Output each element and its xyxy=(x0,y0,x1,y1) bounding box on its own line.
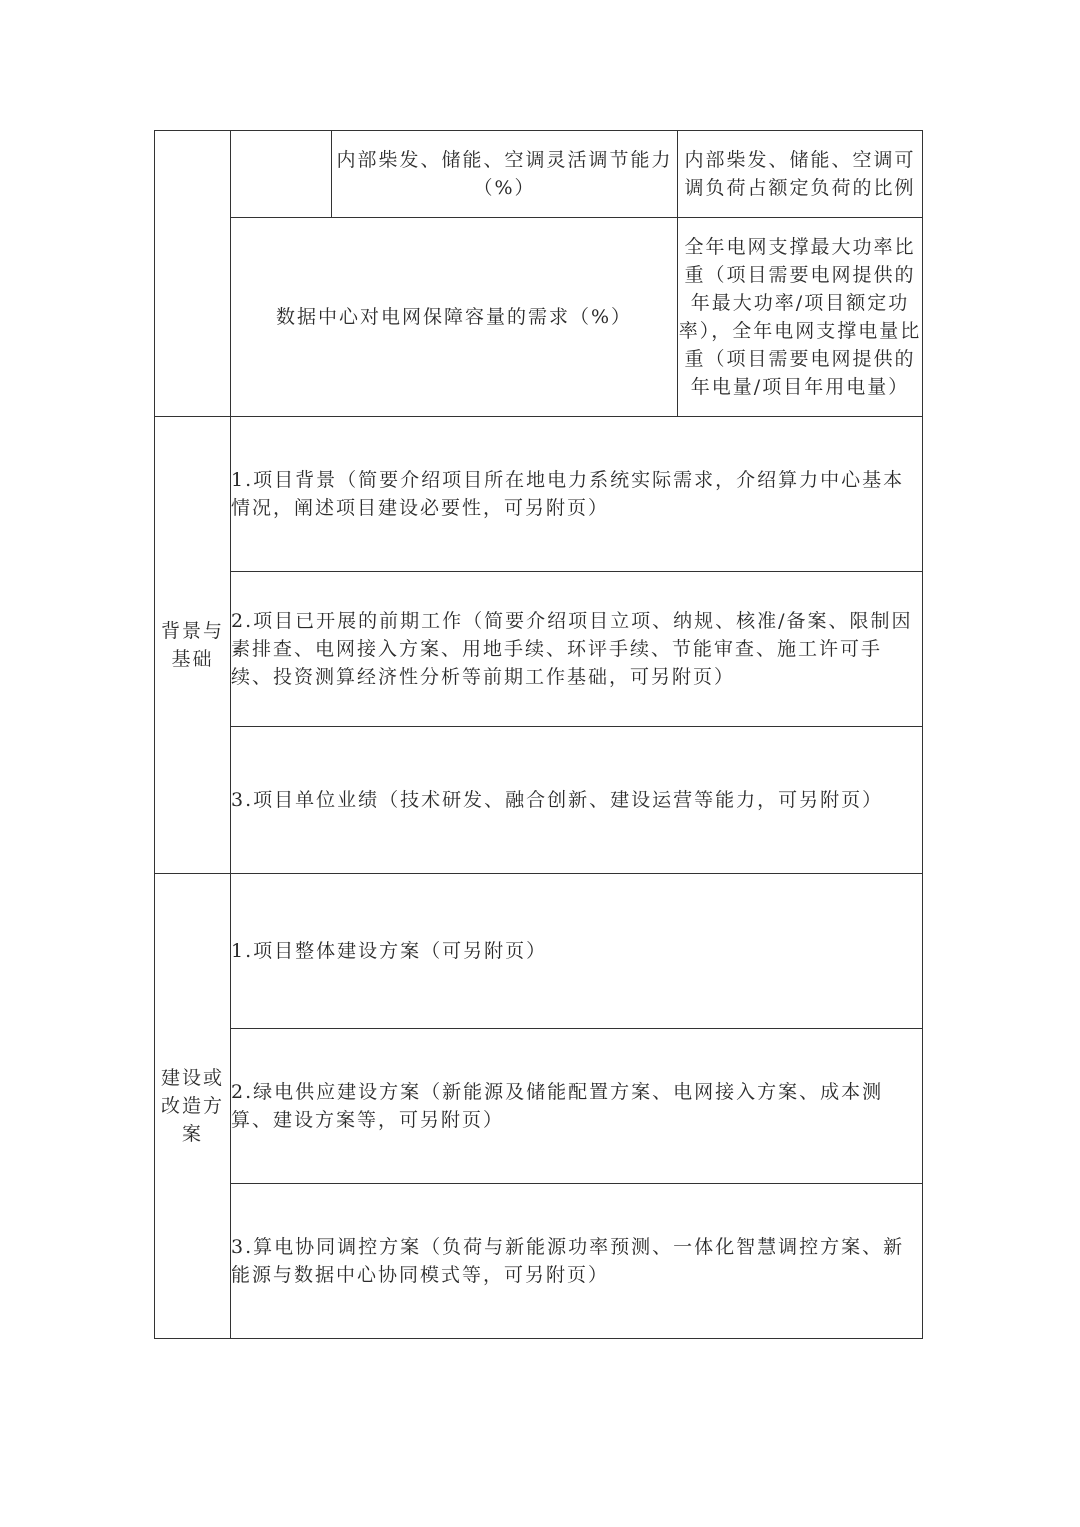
table-row xyxy=(155,727,923,874)
section-title-construction: 建设或改造方案 xyxy=(155,874,231,1339)
blank-cell xyxy=(231,131,332,218)
table-row xyxy=(155,572,923,727)
construction-item-3: 3.算电协同调控方案（负荷与新能源功率预测、一体化智慧调控方案、新能源与数据中心协同模式等，可另附页） xyxy=(231,1184,923,1339)
grid-capacity-description: 全年电网支撑最大功率比重（项目需要电网提供的年最大功率/项目额定功率），全年电网支撑电量比重（项目需要电网提供的年电量/项目年用电量） xyxy=(678,218,923,417)
flexibility-description: 内部柴发、储能、空调可调负荷占额定负荷的比例 xyxy=(678,131,923,218)
background-item-3: 3.项目单位业绩（技术研发、融合创新、建设运营等能力，可另附页） xyxy=(231,727,923,874)
background-item-1: 1.项目背景（简要介绍项目所在地电力系统实际需求，介绍算力中心基本情况，阐述项目建设必要性，可另附页） xyxy=(231,417,923,572)
construction-item-1: 1.项目整体建设方案（可另附页） xyxy=(231,874,923,1029)
background-item-2: 2.项目已开展的前期工作（简要介绍项目立项、纳规、核准/备案、限制因素排查、电网接入方案、用地手续、环评手续、节能审查、施工许可手续、投资测算经济性分析等前期工作基础，可另附页） xyxy=(231,572,923,727)
flexibility-label: 内部柴发、储能、空调灵活调节能力（%） xyxy=(332,131,678,218)
construction-item-2: 2.绿电供应建设方案（新能源及储能配置方案、电网接入方案、成本测算、建设方案等，可另附页） xyxy=(231,1029,923,1184)
table-row xyxy=(155,131,923,218)
blank-side-cell xyxy=(155,131,231,417)
table-row xyxy=(155,417,923,572)
table-row xyxy=(155,218,923,417)
table-row xyxy=(155,874,923,1029)
table-row xyxy=(155,1184,923,1339)
section-title-background: 背景与基础 xyxy=(155,417,231,874)
grid-capacity-label: 数据中心对电网保障容量的需求（%） xyxy=(231,218,678,417)
application-form-table xyxy=(154,130,923,1339)
table-row xyxy=(155,1029,923,1184)
